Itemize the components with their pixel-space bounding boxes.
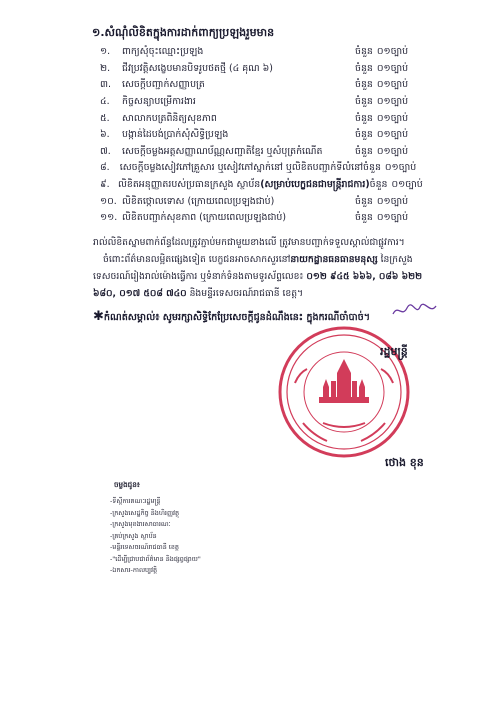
- document-item-quantity-value: ០១ច្បាប់: [376, 129, 409, 141]
- document-item-label: សេចក្តីបញ្ជាក់សញ្ញាបត្រ: [122, 79, 205, 91]
- document-item-label-wrap: [122, 62, 355, 76]
- document-item-quantity-word: ចំនួន: [355, 195, 373, 207]
- document-item-label-extra: (សម្រាប់បេក្ខជនជាមន្ត្រីរាជការ): [260, 179, 370, 191]
- asterisk-icon: ✱: [93, 309, 104, 324]
- document-item-label: បង្កាន់ដៃបង់ប្រាក់សុំសិទ្ធិប្រឡង: [122, 129, 229, 141]
- recipient-list: [110, 497, 240, 578]
- document-item-number: ៤.: [100, 96, 110, 108]
- document-item-number: ៨.: [100, 162, 110, 174]
- document-item-number: ៩.: [100, 179, 110, 191]
- recipients-block: [110, 480, 240, 578]
- document-item-label: ជីវប្រវត្តិសង្ខេបមានបិទរូបថតថ្មី (៤ គុណ ៦): [122, 62, 273, 74]
- document-item-quantity-word: ចំនួន: [355, 129, 373, 141]
- document-item-label-wrap: [122, 211, 355, 225]
- document-item-label: សេចក្តីចម្លងអត្តសញ្ញាណប័ណ្ណសញ្ជាតិខ្មែរ ឬសំបុត្រកំណើត: [122, 145, 323, 157]
- document-item-number: ១.: [100, 46, 111, 58]
- document-item-label-wrap: [122, 78, 355, 92]
- document-item-label: លិខិតបញ្ជាក់សុខភាព (ក្រោយពេលប្រឡងជាប់): [122, 212, 287, 224]
- document-item: [100, 77, 435, 94]
- document-item: [100, 61, 435, 78]
- document-item-quantity: [355, 128, 435, 142]
- document-item-quantity-value: ០១ច្បាប់: [384, 162, 417, 174]
- document-item-quantity-value: ០១ច្បាប់: [376, 79, 409, 91]
- document-item: [100, 177, 435, 194]
- recipient-item: -ក្រសួងសេដ្ឋកិច្ច និងហិរញ្ញវត្ថុ: [110, 508, 180, 517]
- document-item: [100, 193, 435, 210]
- document-item-number: ៣.: [100, 79, 111, 91]
- document-item-quantity-word: ចំនួន: [355, 212, 373, 224]
- document-item-quantity-value: ០១ច្បាប់: [376, 212, 409, 224]
- document-item-quantity-value: ០១ច្បាប់: [376, 195, 409, 207]
- document-item-label-wrap: [120, 161, 363, 175]
- document-item-quantity: [355, 62, 435, 76]
- document-item-label: លិខិតអនុញ្ញាតរបស់ប្រធានក្រសួង ស្ថាប័ន: [117, 179, 261, 191]
- recipient-item: -ក្រសួងមុខងារសាធារណៈ: [110, 520, 171, 528]
- document-item-quantity: [355, 195, 435, 209]
- document-item-quantity-value: ០១ច្បាប់: [376, 96, 409, 108]
- recipient-item: -មន្ទីរទេសចរណ៍រាជធានី ខេត្ត: [110, 543, 179, 551]
- document-item: [100, 110, 435, 127]
- initials-signature-icon: [390, 300, 440, 320]
- recipients-title: ចម្លងជូន៖: [114, 480, 140, 489]
- document-item: [100, 210, 435, 227]
- official-seal-icon: [275, 323, 413, 461]
- document-item-quantity: [355, 78, 435, 92]
- paragraph-2-phone-numbers: ០១២ ៩៤៥ ៦៦៦, ០៨៦ ៦២២ ៦៨០, ០១៧ ៥០៨ ៧៤០: [93, 271, 423, 299]
- document-item-label-wrap: [122, 112, 355, 126]
- document-item-quantity-value: ០១ច្បាប់: [376, 145, 409, 157]
- note-text: កំណត់សម្គាល់៖ សូមរក្សាសិទ្ធិកែប្រែសេចក្តីជូនដំណឹងនេះ ក្នុងករណីចាំបាច់។: [103, 312, 371, 323]
- document-item-label-wrap: [122, 195, 355, 209]
- document-item-number: ៥.: [100, 112, 110, 124]
- document-item-quantity-word: ចំនួន: [355, 96, 373, 108]
- document-item-number: ២.: [100, 62, 111, 74]
- document-item-quantity-word: ចំនួន: [369, 179, 388, 191]
- paragraph-2-part-e: និងមន្ទីរទេសចរណ៍រាជធានី ខេត្ត។: [186, 288, 304, 299]
- document-item-label: ពាក្យសុំចុះឈ្មោះប្រឡង: [122, 46, 204, 58]
- document-item-label: សាលាកបត្រពិនិត្យសុខភាព: [122, 112, 217, 124]
- document-item: [100, 94, 435, 111]
- document-item-label-wrap: [118, 178, 370, 192]
- minister-name: ថោង ខុន: [385, 456, 424, 469]
- document-item-label-wrap: [122, 128, 355, 142]
- document-item-quantity-word: ចំនួន: [355, 112, 373, 124]
- document-item: [100, 44, 435, 61]
- document-item-quantity-value: ០១ច្បាប់: [376, 46, 409, 58]
- recipient-item: -ឯកសារ-កាលប្បវត្តិ: [110, 566, 158, 574]
- document-item-quantity: [355, 211, 435, 225]
- recipient-item: -គ្រប់ក្រសួង ស្ថាប័ន: [110, 531, 157, 540]
- document-item-quantity-value: ០១ច្បាប់: [376, 62, 409, 74]
- document-item-quantity: [355, 145, 435, 159]
- document-list: [100, 44, 435, 227]
- paragraph-2-part-c: នៃក្រសួងទេសចរណ៍រៀងរាល់ម៉ោងធ្វើការ ឬទំនាក់ទំនងតាមទូរស័ព្ទលេខ៖: [93, 254, 413, 282]
- minister-title: រដ្ឋមន្ត្រី: [380, 345, 408, 358]
- document-item: [100, 160, 435, 177]
- paragraph-2-department: នាយកដ្ឋានធនធានមនុស្ស: [290, 254, 378, 265]
- document-item: [100, 127, 435, 144]
- document-item-label-wrap: [122, 45, 355, 59]
- document-item-label: សេចក្តីចម្លងសៀវភៅគ្រួសារ ឬសៀវភៅស្នាក់នៅ ឬលិខិតបញ្ជាក់ទីលំនៅ: [119, 162, 364, 174]
- recipient-item: -"ដើម្បីជ្រាបជាព័ត៌មាន និងផ្សព្វផ្សាយ": [110, 554, 201, 563]
- document-item-label: កិច្ចសន្យាបម្រើការងារ: [122, 96, 196, 108]
- document-item: [100, 144, 435, 161]
- document-item-number: ១១.: [100, 212, 118, 224]
- document-item-quantity-word: ចំនួន: [355, 46, 373, 58]
- recipient-item: -ទីស្តីការគណៈរដ្ឋមន្ត្រី: [110, 497, 161, 505]
- paragraph-1: រាល់លិខិតស្នាមពាក់ព័ន្ធដែលត្រូវភ្ជាប់មកជាមួយខាងលើ ត្រូវមានបញ្ជាក់ទទួលស្គាល់ជាផ្លូវការ។: [93, 237, 405, 248]
- document-item-quantity: [355, 45, 435, 59]
- document-item-number: ៧.: [100, 145, 111, 157]
- document-item-quantity: [355, 112, 435, 126]
- paragraph-2-part-a: ចំពោះព័ត៌មានលម្អិតផ្សេងទៀត បេក្ខជនអាចសាកសួរនៅ: [103, 254, 291, 265]
- document-item-label: លិខិតថ្កោលទោស (ក្រោយពេលប្រឡងជាប់): [122, 195, 275, 207]
- document-item-quantity-word: ចំនួន: [355, 79, 373, 91]
- paragraph-2: [93, 251, 445, 302]
- body-paragraphs: [93, 234, 445, 302]
- document-item-number: ៦.: [100, 129, 110, 141]
- document-item-label-wrap: [122, 95, 355, 109]
- document-item-number: ១០.: [100, 195, 117, 207]
- document-item-quantity: [363, 161, 435, 175]
- document-item-quantity: [355, 95, 435, 109]
- document-item-quantity-value: ០១ច្បាប់: [376, 112, 409, 124]
- document-item-label-wrap: [122, 145, 355, 159]
- document-item-quantity-word: ចំនួន: [355, 62, 373, 74]
- document-item-quantity-word: ចំនួន: [355, 145, 373, 157]
- document-item-quantity: [370, 178, 435, 192]
- document-item-quantity-value: ០១ច្បាប់: [391, 179, 423, 191]
- document-item-quantity-word: ចំនួន: [363, 162, 381, 174]
- section-heading: ១.សំណុំលិខិតក្នុងការដាក់ពាក្យប្រឡងរួមមាន: [92, 26, 275, 39]
